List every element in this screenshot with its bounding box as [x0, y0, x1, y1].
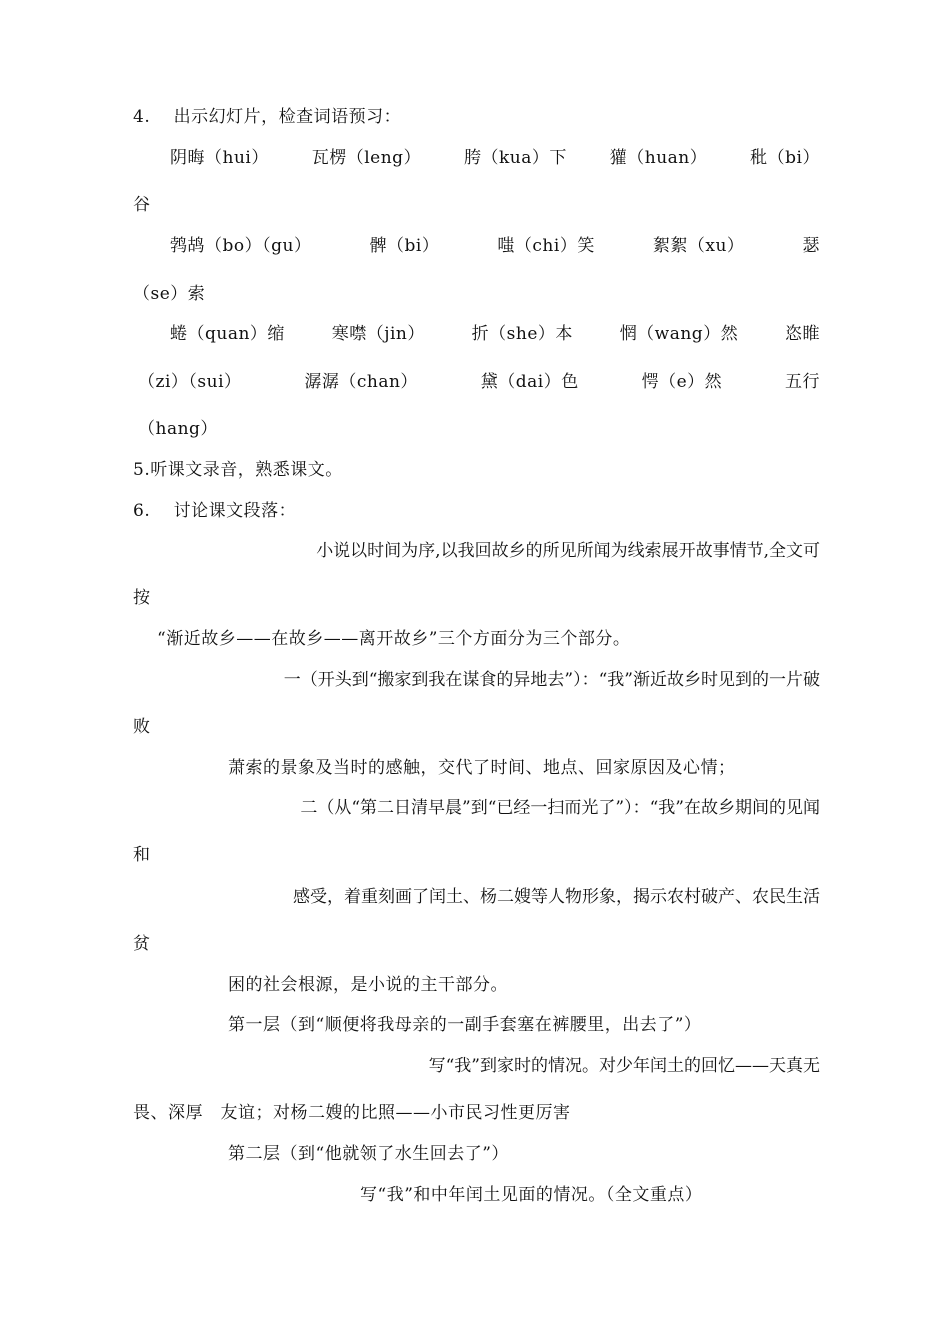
- part1-line-1: 一（开头到“搬家到我在谋食的异地去”）：“我”渐近故乡时见到的一片破: [283, 670, 820, 690]
- vocab-row-4: [138, 374, 820, 391]
- vocab-item: 獾（huan）: [609, 148, 708, 168]
- vocab-item: 髀（bi）: [369, 236, 440, 256]
- part1-continuation: 败: [133, 717, 151, 737]
- vocab-row-1: [170, 150, 820, 167]
- vocab-row-3: [170, 326, 820, 343]
- vocab-item: 愕（e）然: [641, 372, 723, 392]
- vocab-item: 恣睢: [784, 324, 820, 344]
- part1-line-2: 萧索的景象及当时的感触，交代了时间、地点、回家原因及心情；: [228, 758, 736, 778]
- vocab-item: 胯（kua）下: [463, 148, 567, 168]
- part2-line-3: 困的社会根源，是小说的主干部分。: [228, 975, 508, 995]
- vocab-item: 蜷（quan）缩: [170, 324, 285, 344]
- vocab-row-2-continuation: （se）索: [133, 284, 206, 304]
- section4-heading: 4. 出示幻灯片，检查词语预习：: [133, 107, 402, 127]
- vocab-item: 阴晦（hui）: [170, 148, 269, 168]
- vocab-item: 瓦楞（leng）: [311, 148, 422, 168]
- vocab-item: （zi）（sui）: [138, 372, 242, 392]
- part2-line-2: 感受，着重刻画了闰土、杨二嫂等人物形象，揭示农村破产、农民生活: [293, 887, 820, 907]
- vocab-item: 五行: [784, 372, 820, 392]
- layer2-description: 写“我”和中年闰土见面的情况。（全文重点）: [360, 1185, 703, 1205]
- vocab-item: 黛（dai）色: [480, 372, 579, 392]
- layer1-title: 第一层（到“顺便将我母亲的一副手套塞在裤腰里，出去了”）: [228, 1015, 702, 1035]
- layer1-continuation: 畏、深厚 友谊；对杨二嫂的比照——小市民习性更厉害: [133, 1103, 571, 1123]
- intro-line-1-continuation: 按: [133, 588, 151, 608]
- intro-line-1: 小说以时间为序,以我回故乡的所见所闻为线索展开故事情节,全文可: [316, 541, 820, 561]
- vocab-item: 折（she）本: [471, 324, 573, 344]
- layer2-title: 第二层（到“他就领了水生回去了”）: [228, 1144, 509, 1164]
- vocab-item: 秕（bi）: [750, 148, 820, 168]
- vocab-item: 鹁鸪（bo）（gu）: [170, 236, 312, 256]
- vocab-item: 瑟: [802, 236, 820, 256]
- vocab-row-1-continuation: 谷: [133, 195, 151, 215]
- section5-text: 5.听课文录音，熟悉课文。: [133, 460, 343, 480]
- vocab-row-4-continuation: （hang）: [138, 419, 218, 439]
- vocab-row-2: [170, 238, 820, 255]
- part2-line-1: 二（从“第二日清早晨”到“已经一扫而光了”）：“我”在故乡期间的见闻: [300, 798, 820, 818]
- intro-line-2: “渐近故乡——在故乡——离开故乡”三个方面分为三个部分。: [157, 629, 631, 649]
- vocab-item: 惘（wang）然: [619, 324, 739, 344]
- vocab-item: 潺潺（chan）: [304, 372, 418, 392]
- part2-continuation-2: 贫: [133, 934, 151, 954]
- vocab-item: 寒噤（jin）: [331, 324, 425, 344]
- layer1-description: 写“我”到家时的情况。对少年闰土的回忆——天真无: [428, 1056, 820, 1076]
- part2-continuation-1: 和: [133, 845, 151, 865]
- section6-heading: 6. 讨论课文段落：: [133, 501, 297, 521]
- vocab-item: 嗤（chi）笑: [497, 236, 595, 256]
- vocab-item: 絮絮（xu）: [652, 236, 745, 256]
